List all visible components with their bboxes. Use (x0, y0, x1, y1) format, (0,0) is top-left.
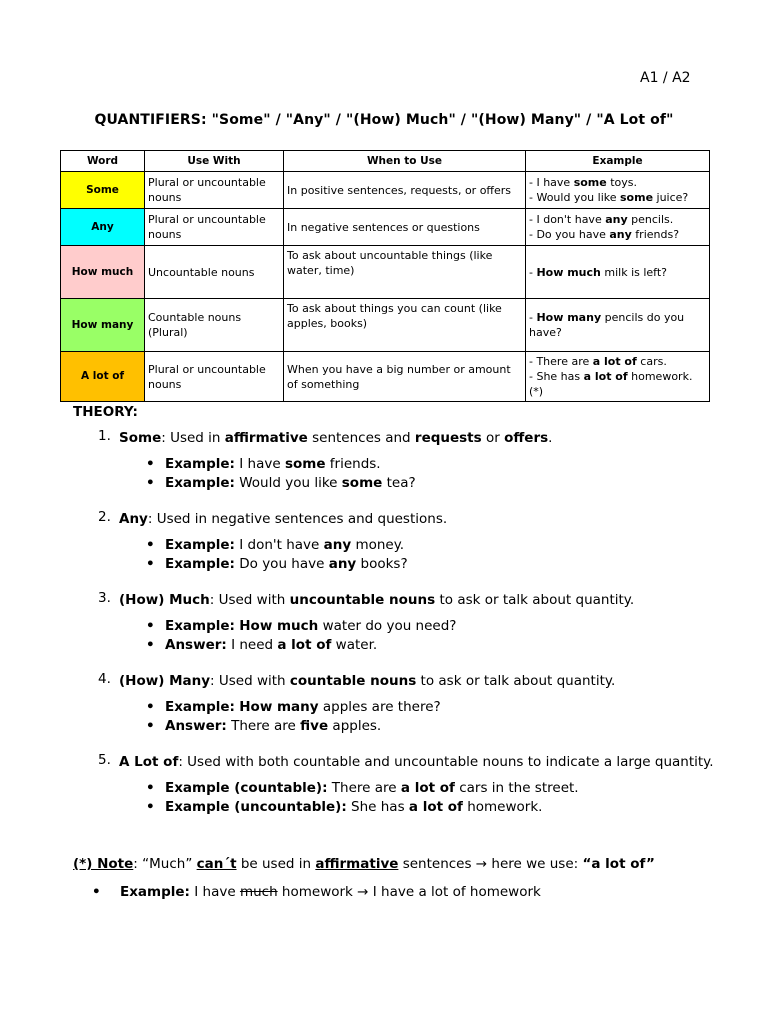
header-example: Example (526, 151, 710, 172)
cell-example: - I have some toys. - Would you like some juice? (526, 172, 710, 209)
list-item: • Example: How much water do you need? (119, 617, 753, 636)
table-row-some (61, 172, 710, 209)
cell-when: When you have a big number or amount of something (284, 352, 526, 402)
cell-example: - How many pencils do you have? (526, 299, 710, 352)
note-example: • Example: I have much homework → I have a lot of homework (92, 884, 541, 900)
header-use-with: Use With (145, 151, 284, 172)
theory-item-heading: Any: Used in negative sentences and questions. (119, 511, 448, 527)
cell-example: - I don't have any pencils. - Do you have any friends? (526, 209, 710, 246)
list-item: • Example (uncountable): She has a lot of homework. (119, 798, 753, 817)
cell-use-with: Plural or uncountable nouns (145, 352, 284, 402)
quantifiers-table (60, 150, 710, 402)
list-item: • Answer: There are five apples. (119, 717, 753, 736)
header-when-to-use: When to Use (284, 151, 526, 172)
theory-item-heading: A Lot of: Used with both countable and uncountable nouns to indicate a large quantity. (119, 754, 714, 770)
theory-heading: THEORY: (73, 404, 138, 420)
cell-when: To ask about things you can count (like apples, books) (284, 299, 526, 352)
theory-item-any: 2. Any: Used in negative sentences and questions. • Example: I don't have any money. • Example: Do you have any books? (73, 509, 753, 574)
cell-when: In positive sentences, requests, or offers (284, 172, 526, 209)
table-header-row (61, 151, 710, 172)
page-title: QUANTIFIERS: "Some" / "Any" / "(How) Much" / "(How) Many" / "A Lot of" (94, 112, 674, 128)
list-item: • Example: I have some friends. (119, 455, 753, 474)
list-item: • Example: I don't have any money. (119, 536, 753, 555)
list-item: • Answer: I need a lot of water. (119, 636, 753, 655)
list-item: • Example: How many apples are there? (119, 698, 753, 717)
list-item: • Example: Would you like some tea? (119, 474, 753, 493)
cell-word: How many (61, 299, 145, 352)
note-label: (*) Note (73, 856, 134, 872)
cell-use-with: Plural or uncountable nouns (145, 209, 284, 246)
cell-use-with: Plural or uncountable nouns (145, 172, 284, 209)
cell-word: How much (61, 246, 145, 299)
cell-example: - There are a lot of cars. - She has a lot of homework.(*) (526, 352, 710, 402)
theory-item-how-much: 3. (How) Much: Used with uncountable nouns to ask or talk about quantity. • Example: How much water do you need? • Answer: I need a lot of water. (73, 590, 753, 655)
table-row-any (61, 209, 710, 246)
cell-use-with: Uncountable nouns (145, 246, 284, 299)
cell-example: - How much milk is left? (526, 246, 710, 299)
cell-when: In negative sentences or questions (284, 209, 526, 246)
list-item: • Example: Do you have any books? (119, 555, 753, 574)
cell-when: To ask about uncountable things (like water, time) (284, 246, 526, 299)
table-row-how-many (61, 299, 710, 352)
theory-item-heading: (How) Much: Used with uncountable nouns to ask or talk about quantity. (119, 592, 635, 608)
theory-item-some: 1. Some: Used in affirmative sentences and requests or offers. • Example: I have some friends. • Example: Would you like some tea? (73, 428, 753, 493)
theory-section (73, 404, 753, 817)
table-row-a-lot-of (61, 352, 710, 402)
cell-word: Some (61, 172, 145, 209)
cell-word: Any (61, 209, 145, 246)
cell-use-with: Countable nouns (Plural) (145, 299, 284, 352)
note-line: (*) Note: “Much” can´t be used in affirmative sentences → here we use: “a lot of” (73, 856, 655, 872)
header-word: Word (61, 151, 145, 172)
table-row-how-much (61, 246, 710, 299)
list-item: • Example (countable): There are a lot of cars in the street. (119, 779, 753, 798)
level-label: A1 / A2 (640, 70, 691, 86)
theory-item-heading: Some: Used in affirmative sentences and requests or offers. (119, 430, 553, 446)
theory-item-a-lot-of: 5. A Lot of: Used with both countable and uncountable nouns to indicate a large quantity. • Example (countable): There are a lot of cars in the street. • Example (uncountable): She has a lot of homework. (73, 752, 753, 817)
cell-word: A lot of (61, 352, 145, 402)
theory-item-heading: (How) Many: Used with countable nouns to ask or talk about quantity. (119, 673, 616, 689)
theory-item-how-many: 4. (How) Many: Used with countable nouns to ask or talk about quantity. • Example: How many apples are there? • Answer: There are five apples. (73, 671, 753, 736)
